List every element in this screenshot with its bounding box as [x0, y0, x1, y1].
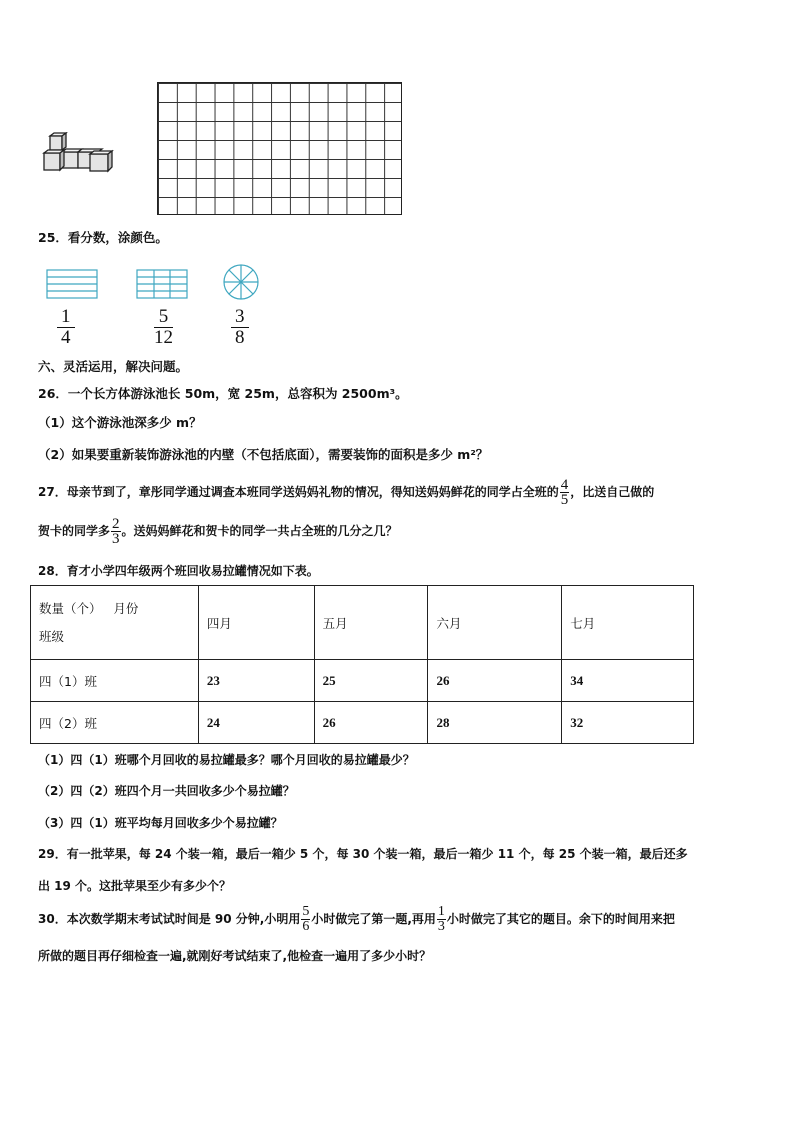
- q30-line2: 所做的题目再仔细检查一遍,就刚好考试结束了,他检查一遍用了多少小时？: [38, 949, 432, 963]
- q28-sub3: （3）四（1）班平均每月回收多少个易拉罐？: [38, 816, 283, 830]
- header-diagonal-cell: 数量（个） 月份 班级: [31, 586, 199, 660]
- rect-twelfths: [137, 270, 187, 298]
- month-header: 四月: [198, 586, 314, 660]
- q27-line2: 贺卡的同学多 $\frac{2}{3}$ 。送妈妈鲜花和贺卡的同学一共占全班的几分之几？: [38, 516, 398, 547]
- cell: 25: [314, 660, 428, 702]
- fraction-shapes: [40, 262, 270, 304]
- q26-sub2: （2）如果要重新装饰游泳池的内壁（不包括底面），需要装饰的面积是多少 m²？: [38, 447, 489, 462]
- month-header: 七月: [562, 586, 694, 660]
- cell: 32: [562, 702, 694, 744]
- month-header: 六月: [428, 586, 562, 660]
- month-header: 五月: [314, 586, 428, 660]
- cube-figure: [40, 132, 120, 174]
- fraction-5-12: 5 12: [154, 306, 173, 348]
- cell: 26: [428, 660, 562, 702]
- fraction-1-4: 1 4: [57, 307, 75, 348]
- fraction-3-8: 3 8: [231, 307, 249, 348]
- recycling-table: [30, 585, 694, 744]
- cell: 23: [198, 660, 314, 702]
- q29-line2: 出 19 个。这批苹果至少有多少个？: [38, 879, 232, 893]
- class-name: 四（1）班: [31, 660, 199, 702]
- class-name: 四（2）班: [31, 702, 199, 744]
- table-row: [31, 660, 694, 702]
- cell: 24: [198, 702, 314, 744]
- cell: 28: [428, 702, 562, 744]
- cell: 26: [314, 702, 428, 744]
- q27-line1: 27．母亲节到了，章彤同学通过调查本班同学送妈妈礼物的情况，得知送妈妈鲜花的同学占全班的 $\frac{4}{5}$ ，比送自己做的: [38, 477, 655, 508]
- rect-quarters: [47, 270, 97, 298]
- q26-title: 26．一个长方体游泳池长 50m，宽 25m，总容积为 2500m³。: [38, 386, 408, 401]
- q28-sub1: （1）四（1）班哪个月回收的易拉罐最多？哪个月回收的易拉罐最少？: [38, 753, 415, 767]
- q28-sub2: （2）四（2）班四个月一共回收多少个易拉罐？: [38, 784, 295, 798]
- square-grid: [157, 82, 402, 215]
- section-6-heading: 六、灵活运用，解决问题。: [38, 359, 189, 374]
- q28-title: 28．育才小学四年级两个班回收易拉罐情况如下表。: [38, 564, 319, 578]
- q30-line1: 30．本次数学期末考试试时间是 90 分钟,小明用 $\frac{5}{6}$ 小时做完了第一题,再用 $\frac{1}{3}$ 小时做完了其它的题目。余下的时间用来把: [38, 904, 675, 934]
- q25-title: 25．看分数，涂颜色。: [38, 230, 168, 245]
- q29-line1: 29．有一批苹果，每 24 个装一箱，最后一箱少 5 个，每 30 个装一箱，最后一箱少 11 个，每 25 个装一箱，最后还多: [38, 847, 688, 861]
- table-row: [31, 702, 694, 744]
- q26-sub1: （1）这个游泳池深多少 m？: [38, 415, 202, 430]
- cell: 34: [562, 660, 694, 702]
- circle-eighths: [224, 265, 258, 299]
